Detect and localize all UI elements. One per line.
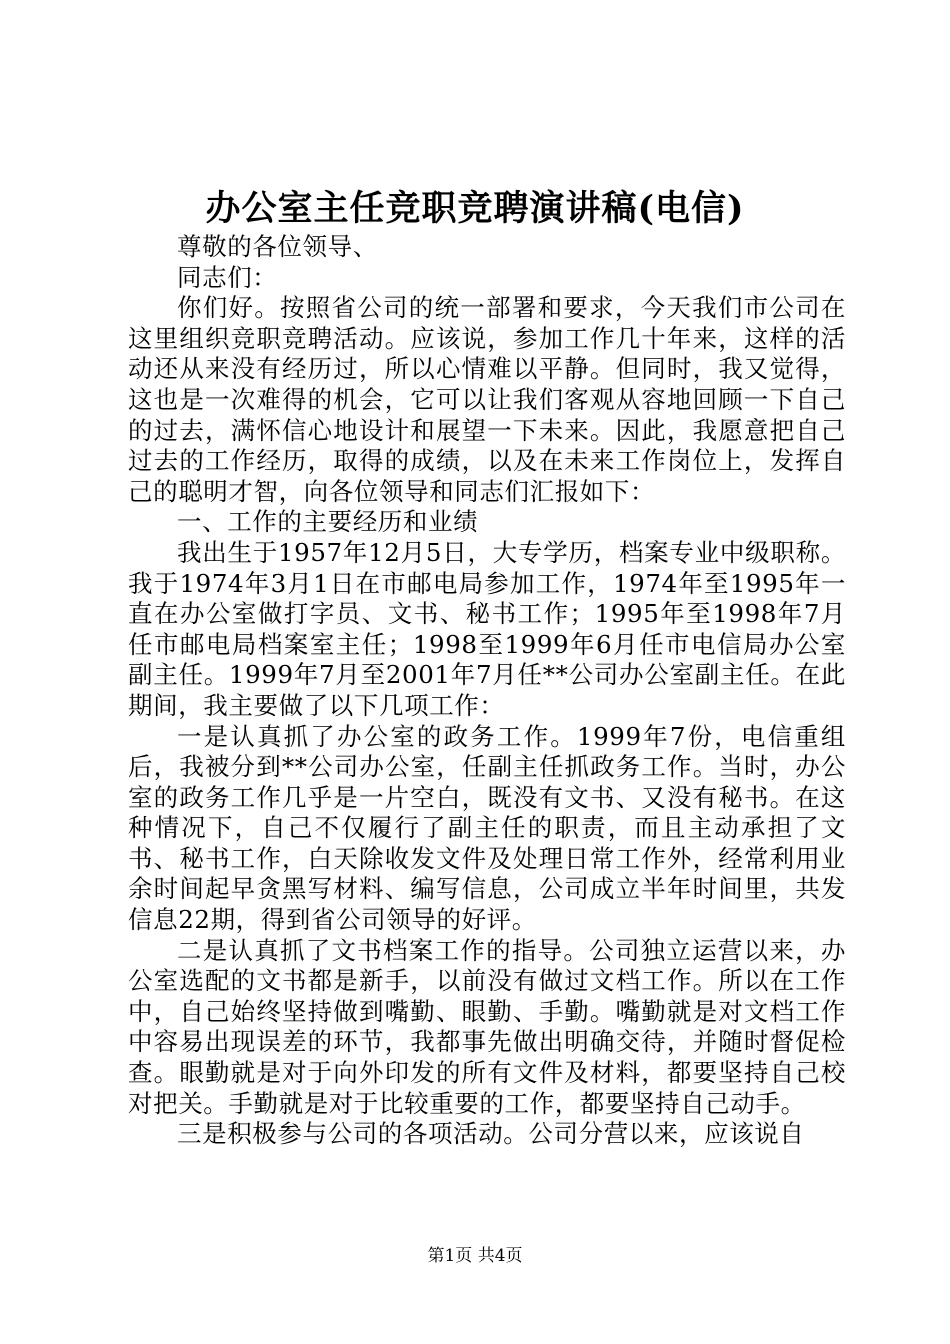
section-heading: 一、工作的主要经历和业绩 xyxy=(177,507,479,537)
paragraph: 二是认真抓了文书档案工作的指导。公司独立运营以来，办公室选配的文书都是新手，以前没有做过文档工作。所以在工作中，自己始终坚持做到嘴勤、眼勤、手勤。嘴勤就是对文档工作中容易出现误差的环节，我都事先做出明确交待，并随时督促检查。眼勤就是对于向外印发的所有文件及材料，都要坚持自己校对把关。手勤就是对于比较重要的工作，都要坚持自己动手。 xyxy=(128,935,846,1118)
document-body xyxy=(128,232,846,1150)
paragraph: 三是积极参与公司的各项活动。公司分营以来，应该说自 xyxy=(177,1119,805,1149)
paragraph-salutation: 尊敬的各位领导、 xyxy=(177,232,378,261)
paragraph-salutation-2: 同志们： xyxy=(177,262,278,292)
document-title: 办公室主任竞职竞聘演讲稿(电信) xyxy=(205,188,745,229)
paragraph: 我出生于1957年12月5日，大专学历，档案专业中级职称。我于1974年3月1日在市邮电局参加工作，1974年至1995年一直在办公室做打字员、文书、秘书工作；1995年至1998年7月任市邮电局档案室主任；1998至1999年6月任市电信局办公室副主任。1999年7月至2001年7月任**公司办公室副主任。在此期间，我主要做了以下几项工作： xyxy=(128,537,846,720)
paragraph: 一是认真抓了办公室的政务工作。1999年7份，电信重组后，我被分到**公司办公室，任副主任抓政务工作。当时，办公室的政务工作几乎是一片空白，既没有文书、又没有秘书。在这种情况下，自己不仅履行了副主任的职责，而且主动承担了文书、秘书工作，白天除收发文件及处理日常工作外，经常利用业余时间起早贪黑写材料、编写信息，公司成立半年时间里，共发信息22期，得到省公司领导的好评。 xyxy=(128,721,846,935)
paragraph: 你们好。按照省公司的统一部署和要求，今天我们市公司在这里组织竞职竞聘活动。应该说，参加工作几十年来，这样的活动还从来没有经历过，所以心情难以平静。但同时，我又觉得，这也是一次难得的机会，它可以让我们客观从容地回顾一下自己的过去，满怀信心地设计和展望一下未来。因此，我愿意把自己过去的工作经历，取得的成绩，以及在未来工作岗位上，发挥自己的聪明才智，向各位领导和同志们汇报如下： xyxy=(128,293,846,506)
page-number-footer: 第1页 共4页 xyxy=(427,1246,523,1266)
